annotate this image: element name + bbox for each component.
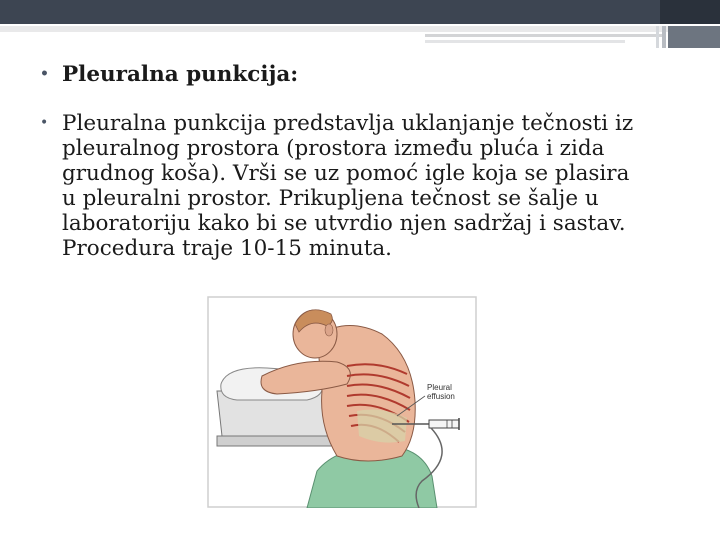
bullet-icon: •: [40, 115, 49, 131]
syringe: [429, 420, 459, 428]
slide-heading: Pleuralna punkcija:: [62, 62, 299, 87]
bullet-icon: •: [40, 66, 49, 82]
paragraph-item: [40, 111, 680, 261]
label-pleural: Pleural: [427, 383, 452, 392]
heading-item: [40, 62, 680, 87]
decor-stripe: [425, 34, 665, 37]
slide-content: [40, 62, 680, 261]
top-decor-band-dark: [660, 0, 720, 24]
pleural-puncture-illustration: [207, 296, 477, 508]
label-effusion: effusion: [427, 392, 455, 401]
exam-table-edge: [217, 436, 337, 446]
decor-stripe: [425, 40, 625, 43]
patient-ear: [325, 324, 333, 336]
top-decor-band: [0, 0, 720, 24]
decor-stripe: [0, 26, 720, 32]
decor-corner-box: [668, 26, 720, 48]
slide-paragraph: Pleuralna punkcija predstavlja uklanjanje tečnosti iz pleuralnog prostora (prostora između pluća i zida grudnog koša). Vrši se uz pomoć igle koja se plasira u pleuralni prostor. Prikupljena tečnost se šalje u laboratoriju kako bi se utvrdio njen sadržaj i sastav. Procedura traje 10-15 minuta.: [62, 111, 634, 261]
